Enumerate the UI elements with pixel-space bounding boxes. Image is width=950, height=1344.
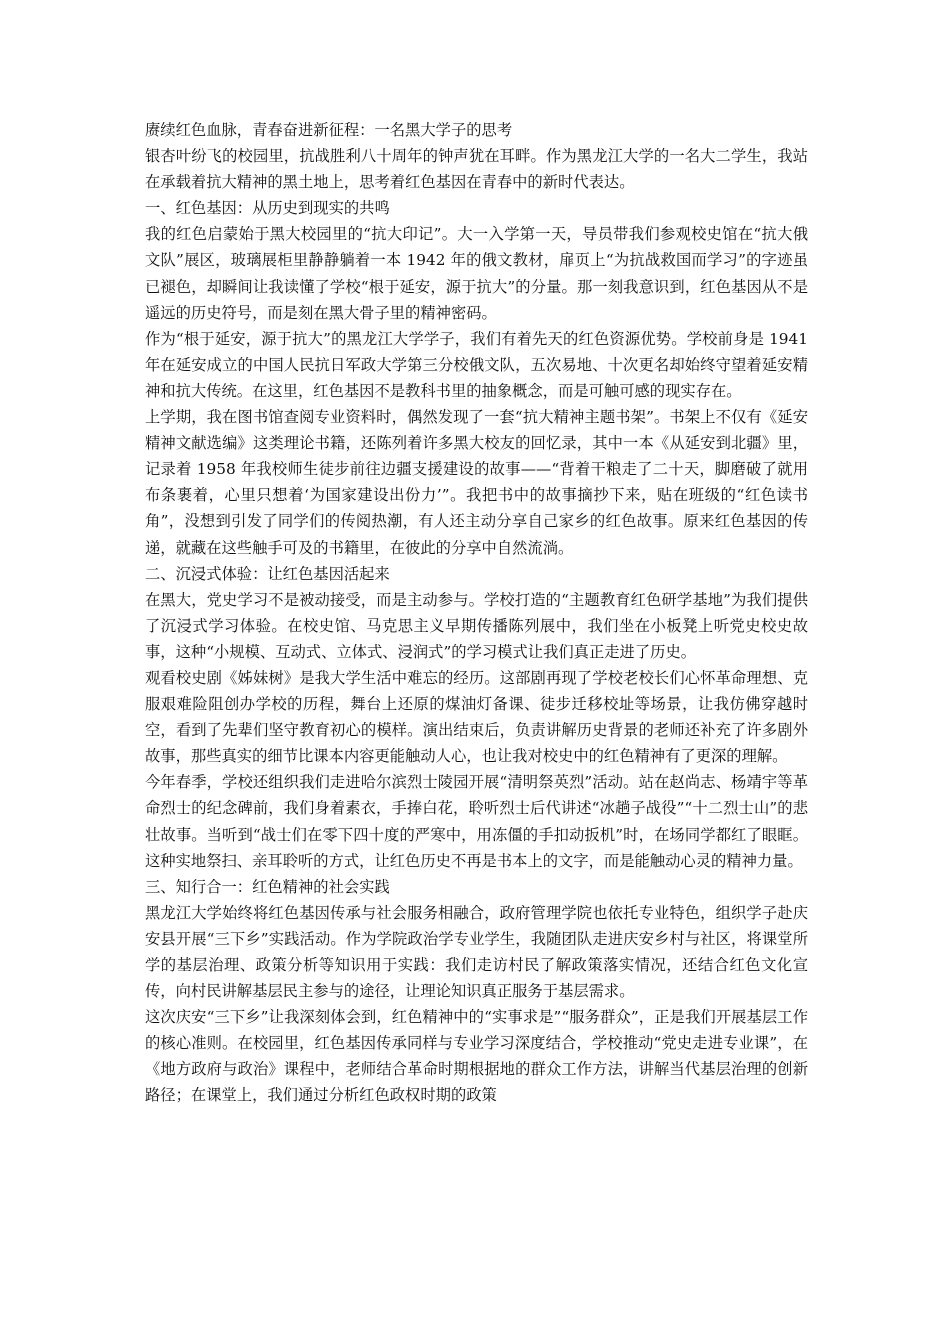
section-2-paragraph-1: 在黑大，党史学习不是被动接受，而是主动参与。学校打造的“主题教育红色研学基地”为我们提供了沉浸式学习体验。在校史馆、马克思主义早期传播陈列展中，我们坐在小板凳上听党史校史故事，这种“小规模、互动式、立体式、浸润式”的学习模式让我们真正走进了历史。 [145, 590, 808, 661]
document-title: 赓续红色血脉，青春奋进新征程：一名黑大学子的思考 [145, 121, 513, 139]
section-2-paragraph-3: 今年春季，学校还组织我们走进哈尔滨烈士陵园开展“清明祭英烈”活动。站在赵尚志、杨靖宇等革命烈士的纪念碑前，我们身着素衣，手捧白花，聆听烈士后代讲述“冰趟子战役”“十二烈士山”的悲壮故事。当听到“战士们在零下四十度的严寒中，用冻僵的手扣动扳机”时，在场同学都红了眼眶。这种实地祭扫、亲耳聆听的方式，让红色历史不再是书本上的文字，而是能触动心灵的精神力量。 [145, 773, 808, 870]
section-1-paragraph-1: 我的红色启蒙始于黑大校园里的“抗大印记”。大一入学第一天，导员带我们参观校史馆在“抗大俄文队”展区，玻璃展柜里静静躺着一本 1942 年的俄文教材，扉页上“为抗战救国而学习”的字迹虽已褪色，却瞬间让我读懂了学校“根于延安，源于抗大”的分量。那一刻我意识到，红色基因从不是遥远的历史符号，而是刻在黑大骨子里的精神密码。 [145, 225, 808, 322]
section-1-paragraph-3: 上学期，我在图书馆查阅专业资料时，偶然发现了一套“抗大精神主题书架”。书架上不仅有《延安精神文献选编》这类理论书籍，还陈列着许多黑大校友的回忆录，其中一本《从延安到北疆》里，记录着 1958 年我校师生徒步前往边疆支援建设的故事——“背着干粮走了二十天，脚磨破了就用布条裹着，心里只想着‘为国家建设出份力’”。我把书中的故事摘抄下来，贴在班级的“红色读书角”，没想到引发了同学们的传阅热潮，有人还主动分享自己家乡的红色故事。原来红色基因的传递，就藏在这些触手可及的书籍里，在彼此的分享中自然流淌。 [145, 408, 808, 557]
section-heading-3: 三、知行合一：红色精神的社会实践 [145, 877, 390, 896]
intro-paragraph: 银杏叶纷飞的校园里，抗战胜利八十周年的钟声犹在耳畔。作为黑龙江大学的一名大二学生，我站在承载着抗大精神的黑土地上，思考着红色基因在青春中的新时代表达。 [145, 147, 808, 192]
document-page [145, 117, 808, 1109]
section-heading-1: 一、红色基因：从历史到现实的共鸣 [145, 199, 390, 218]
section-3-paragraph-2: 这次庆安“三下乡”让我深刻体会到，红色精神中的“实事求是”“服务群众”，正是我们开展基层工作的核心准则。在校园里，红色基因传承同样与专业学习深度结合，学校推动“党史走进专业课”，在《地方政府与政治》课程中，老师结合革命时期根据地的群众工作方法，讲解当代基层治理的创新路径；在课堂上，我们通过分析红色政权时期的政策 [145, 1008, 808, 1105]
section-2-paragraph-2: 观看校史剧《姊妹树》是我大学生活中难忘的经历。这部剧再现了学校老校长们心怀革命理想、克服艰难险阻创办学校的历程，舞台上还原的煤油灯备课、徒步迁移校址等场景，让我仿佛穿越时空，看到了先辈们坚守教育初心的模样。演出结束后，负责讲解历史背景的老师还补充了许多剧外故事，那些真实的细节比课本内容更能触动人心，也让我对校史中的红色精神有了更深的理解。 [145, 668, 808, 766]
section-3-paragraph-1: 黑龙江大学始终将红色基因传承与社会服务相融合，政府管理学院也依托专业特色，组织学子赴庆安县开展“三下乡”实践活动。作为学院政治学专业学生，我随团队走进庆安乡村与社区，将课堂所学的基层治理、政策分析等知识用于实践：我们走访村民了解政策落实情况，还结合红色文化宣传，向村民讲解基层民主参与的途径，让理论知识真正服务于基层需求。 [145, 903, 808, 1001]
section-1-paragraph-2: 作为“根于延安，源于抗大”的黑龙江大学学子，我们有着先天的红色资源优势。学校前身是 1941 年在延安成立的中国人民抗日军政大学第三分校俄文队，五次易地、十次更名却始终守望着延安精神和抗大传统。在这里，红色基因不是教科书里的抽象概念，而是可触可感的现实存在。 [145, 329, 808, 400]
section-heading-2: 二、沉浸式体验：让红色基因活起来 [145, 564, 390, 583]
